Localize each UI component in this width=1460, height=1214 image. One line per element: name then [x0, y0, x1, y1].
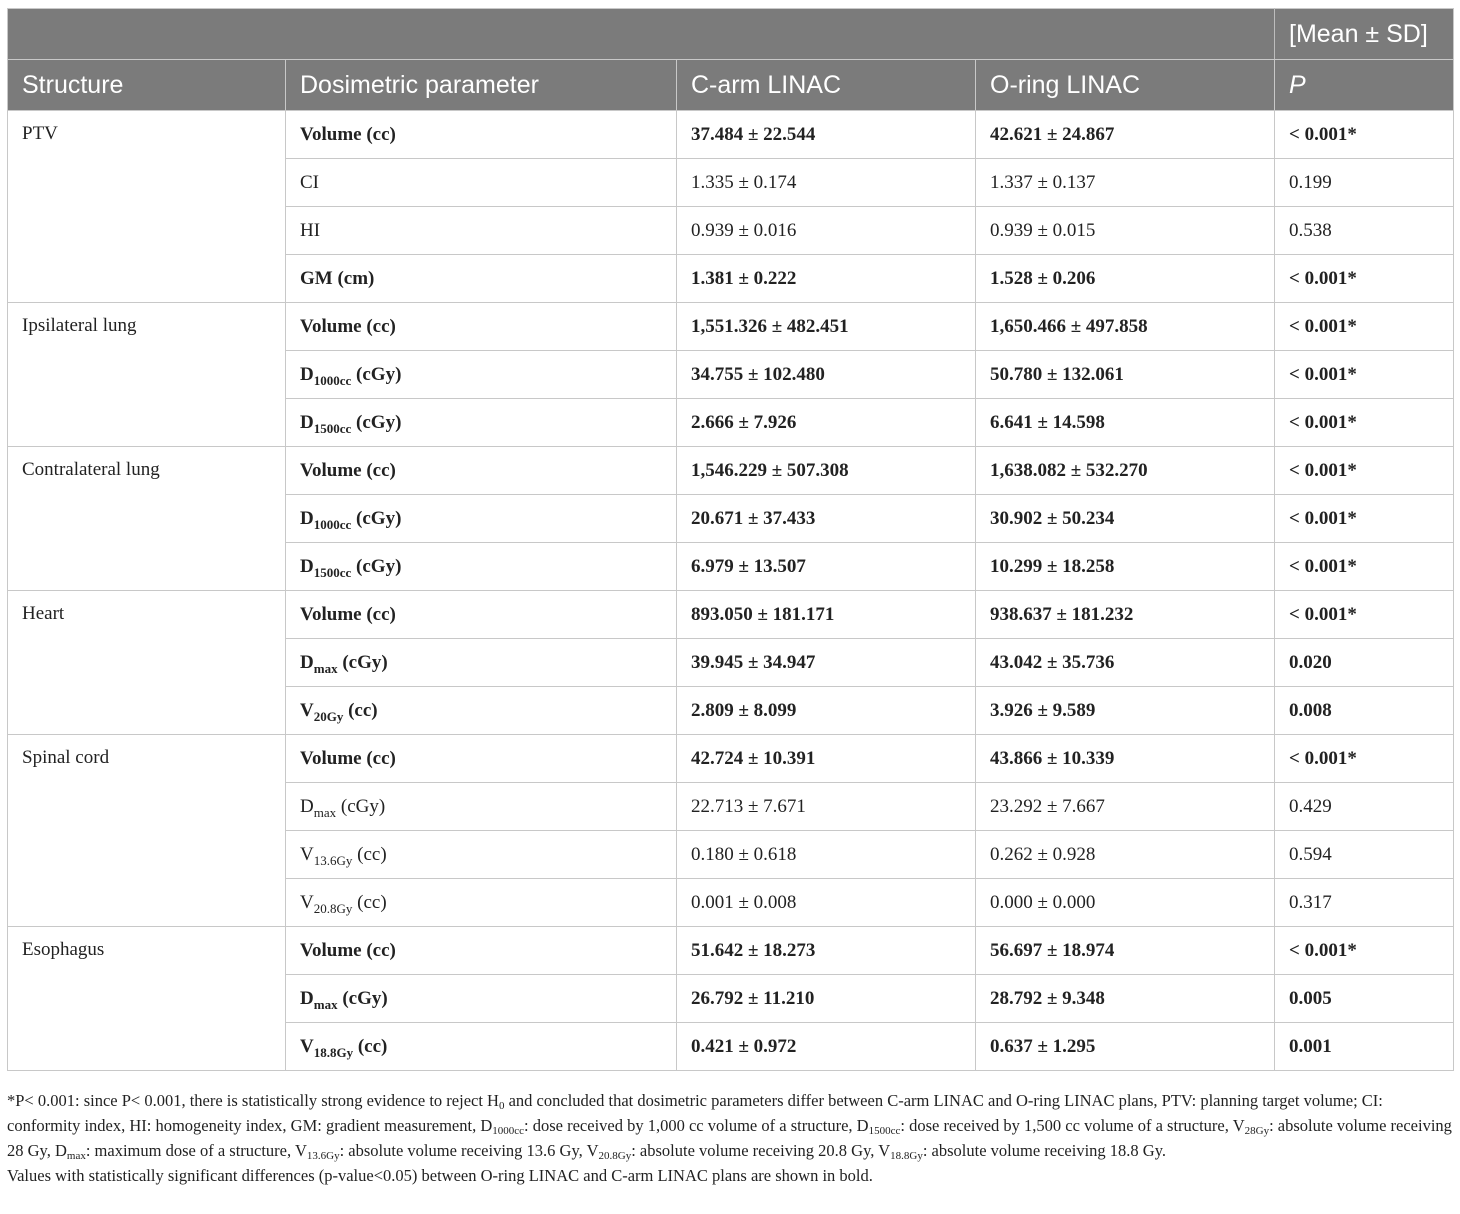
carm-value-cell: 39.945 ± 34.947 — [677, 639, 976, 687]
oring-value-cell: 1,638.082 ± 532.270 — [976, 447, 1275, 495]
oring-value-cell: 42.621 ± 24.867 — [976, 111, 1275, 159]
oring-value-cell: 43.042 ± 35.736 — [976, 639, 1275, 687]
table-row — [8, 111, 1454, 159]
p-value-cell: 0.317 — [1275, 879, 1454, 927]
p-value-cell: 0.005 — [1275, 975, 1454, 1023]
parameter-cell: $V_{20Gy}$ (cc) — [286, 687, 677, 735]
column-header-p: P — [1275, 60, 1454, 111]
footnote-bold-note: Values with statistically significant differences (p-value<0.05) between O-ring LINAC and C-arm LINAC plans are shown in bold. — [7, 1166, 873, 1185]
oring-value-cell: 30.902 ± 50.234 — [976, 495, 1275, 543]
carm-value-cell: 34.755 ± 102.480 — [677, 351, 976, 399]
parameter-cell: Volume (cc) — [286, 303, 677, 351]
structure-cell: Contralateral lung — [8, 447, 286, 591]
p-value-cell: < 0.001* — [1275, 927, 1454, 975]
parameter-cell: $D_{1500cc}$ (cGy) — [286, 399, 677, 447]
parameter-cell: CI — [286, 159, 677, 207]
oring-value-cell: 6.641 ± 14.598 — [976, 399, 1275, 447]
parameter-cell: Volume (cc) — [286, 591, 677, 639]
oring-value-cell: 50.780 ± 132.061 — [976, 351, 1275, 399]
structure-cell: Spinal cord — [8, 735, 286, 927]
table-row — [8, 447, 1454, 495]
parameter-cell: $D_{max}$ (cGy) — [286, 639, 677, 687]
parameter-cell: $D_{1000cc}$ (cGy) — [286, 495, 677, 543]
carm-value-cell: 1.381 ± 0.222 — [677, 255, 976, 303]
oring-value-cell: 0.637 ± 1.295 — [976, 1023, 1275, 1071]
oring-value-cell: 1.337 ± 0.137 — [976, 159, 1275, 207]
p-value-cell: 0.594 — [1275, 831, 1454, 879]
carm-value-cell: 2.666 ± 7.926 — [677, 399, 976, 447]
p-value-cell: < 0.001* — [1275, 447, 1454, 495]
structure-cell: Ipsilateral lung — [8, 303, 286, 447]
parameter-cell: $D_{1500cc}$ (cGy) — [286, 543, 677, 591]
table-row — [8, 735, 1454, 783]
carm-value-cell: 1,546.229 ± 507.308 — [677, 447, 976, 495]
parameter-cell: HI — [286, 207, 677, 255]
carm-value-cell: 0.421 ± 0.972 — [677, 1023, 976, 1071]
oring-value-cell: 43.866 ± 10.339 — [976, 735, 1275, 783]
p-value-cell: < 0.001* — [1275, 399, 1454, 447]
structure-cell: PTV — [8, 111, 286, 303]
column-header-structure: Structure — [8, 60, 286, 111]
dosimetric-table — [7, 8, 1454, 1071]
oring-value-cell: 1,650.466 ± 497.858 — [976, 303, 1275, 351]
carm-value-cell: 37.484 ± 22.544 — [677, 111, 976, 159]
oring-value-cell: 28.792 ± 9.348 — [976, 975, 1275, 1023]
table-container — [7, 8, 1453, 1071]
p-value-cell: < 0.001* — [1275, 735, 1454, 783]
carm-value-cell: 0.001 ± 0.008 — [677, 879, 976, 927]
oring-value-cell: 0.262 ± 0.928 — [976, 831, 1275, 879]
oring-value-cell: 0.939 ± 0.015 — [976, 207, 1275, 255]
parameter-cell: Volume (cc) — [286, 447, 677, 495]
oring-value-cell: 938.637 ± 181.232 — [976, 591, 1275, 639]
table-footnotes — [7, 1088, 1453, 1188]
oring-value-cell: 56.697 ± 18.974 — [976, 927, 1275, 975]
structure-cell: Esophagus — [8, 927, 286, 1071]
p-value-cell: 0.538 — [1275, 207, 1454, 255]
carm-value-cell: 22.713 ± 7.671 — [677, 783, 976, 831]
parameter-cell: $V_{13.6Gy}$ (cc) — [286, 831, 677, 879]
p-value-cell: 0.001 — [1275, 1023, 1454, 1071]
structure-cell: Heart — [8, 591, 286, 735]
parameter-cell: Volume (cc) — [286, 735, 677, 783]
table-header-row — [8, 60, 1454, 111]
table-row — [8, 927, 1454, 975]
column-header-parameter: Dosimetric parameter — [286, 60, 677, 111]
parameter-cell: $D_{max}$ (cGy) — [286, 975, 677, 1023]
carm-value-cell: 2.809 ± 8.099 — [677, 687, 976, 735]
p-value-cell: 0.429 — [1275, 783, 1454, 831]
p-value-cell: 0.199 — [1275, 159, 1454, 207]
oring-value-cell: 1.528 ± 0.206 — [976, 255, 1275, 303]
p-value-cell: 0.008 — [1275, 687, 1454, 735]
mean-sd-label: [Mean ± SD] — [1275, 9, 1454, 60]
carm-value-cell: 893.050 ± 181.171 — [677, 591, 976, 639]
column-header-oring: O-ring LINAC — [976, 60, 1275, 111]
p-value-cell: < 0.001* — [1275, 543, 1454, 591]
carm-value-cell: 26.792 ± 11.210 — [677, 975, 976, 1023]
carm-value-cell: 51.642 ± 18.273 — [677, 927, 976, 975]
parameter-cell: Volume (cc) — [286, 927, 677, 975]
parameter-cell: GM (cm) — [286, 255, 677, 303]
column-header-carm: C-arm LINAC — [677, 60, 976, 111]
oring-value-cell: 10.299 ± 18.258 — [976, 543, 1275, 591]
caption-blank-cell — [8, 9, 1275, 60]
carm-value-cell: 6.979 ± 13.507 — [677, 543, 976, 591]
p-value-cell: < 0.001* — [1275, 351, 1454, 399]
table-body — [8, 111, 1454, 1071]
oring-value-cell: 3.926 ± 9.589 — [976, 687, 1275, 735]
p-value-cell: < 0.001* — [1275, 303, 1454, 351]
p-value-cell: < 0.001* — [1275, 255, 1454, 303]
parameter-cell: $V_{18.8Gy}$ (cc) — [286, 1023, 677, 1071]
parameter-cell: $D_{max}$ (cGy) — [286, 783, 677, 831]
carm-value-cell: 1.335 ± 0.174 — [677, 159, 976, 207]
p-value-cell: < 0.001* — [1275, 591, 1454, 639]
p-value-cell: < 0.001* — [1275, 111, 1454, 159]
oring-value-cell: 0.000 ± 0.000 — [976, 879, 1275, 927]
footnote-abbreviations: *P< 0.001: since P< 0.001, there is statistically strong evidence to reject $H_0$ and concluded that dosimetric parameters differ between C-arm LINAC and O-ring LINAC plans, PTV: planning target volume; CI: conformity index, HI: homogeneity index, GM: gradient measurement, $D_{1000cc}$: dose received by 1,000 cc volume of a structure, $D_{1500cc}$: dose received by 1,500 cc volume of a structure, $V_{28Gy}$: absolute volume receiving 28 Gy, $D_{max}$: maximum dose of a structure, $V_{13.6Gy}$: absolute volume receiving 13.6 Gy, $V_{20.8Gy}$: absolute volume receiving 20.8 Gy, $V_{18.8Gy}$: absolute volume receiving 18.8 Gy. — [7, 1091, 1452, 1162]
carm-value-cell: 1,551.326 ± 482.451 — [677, 303, 976, 351]
carm-value-cell: 0.939 ± 0.016 — [677, 207, 976, 255]
table-caption-row — [8, 9, 1454, 60]
table-row — [8, 591, 1454, 639]
oring-value-cell: 23.292 ± 7.667 — [976, 783, 1275, 831]
carm-value-cell: 42.724 ± 10.391 — [677, 735, 976, 783]
table-row — [8, 303, 1454, 351]
p-value-cell: 0.020 — [1275, 639, 1454, 687]
parameter-cell: Volume (cc) — [286, 111, 677, 159]
carm-value-cell: 20.671 ± 37.433 — [677, 495, 976, 543]
parameter-cell: $D_{1000cc}$ (cGy) — [286, 351, 677, 399]
carm-value-cell: 0.180 ± 0.618 — [677, 831, 976, 879]
p-value-cell: < 0.001* — [1275, 495, 1454, 543]
parameter-cell: $V_{20.8Gy}$ (cc) — [286, 879, 677, 927]
